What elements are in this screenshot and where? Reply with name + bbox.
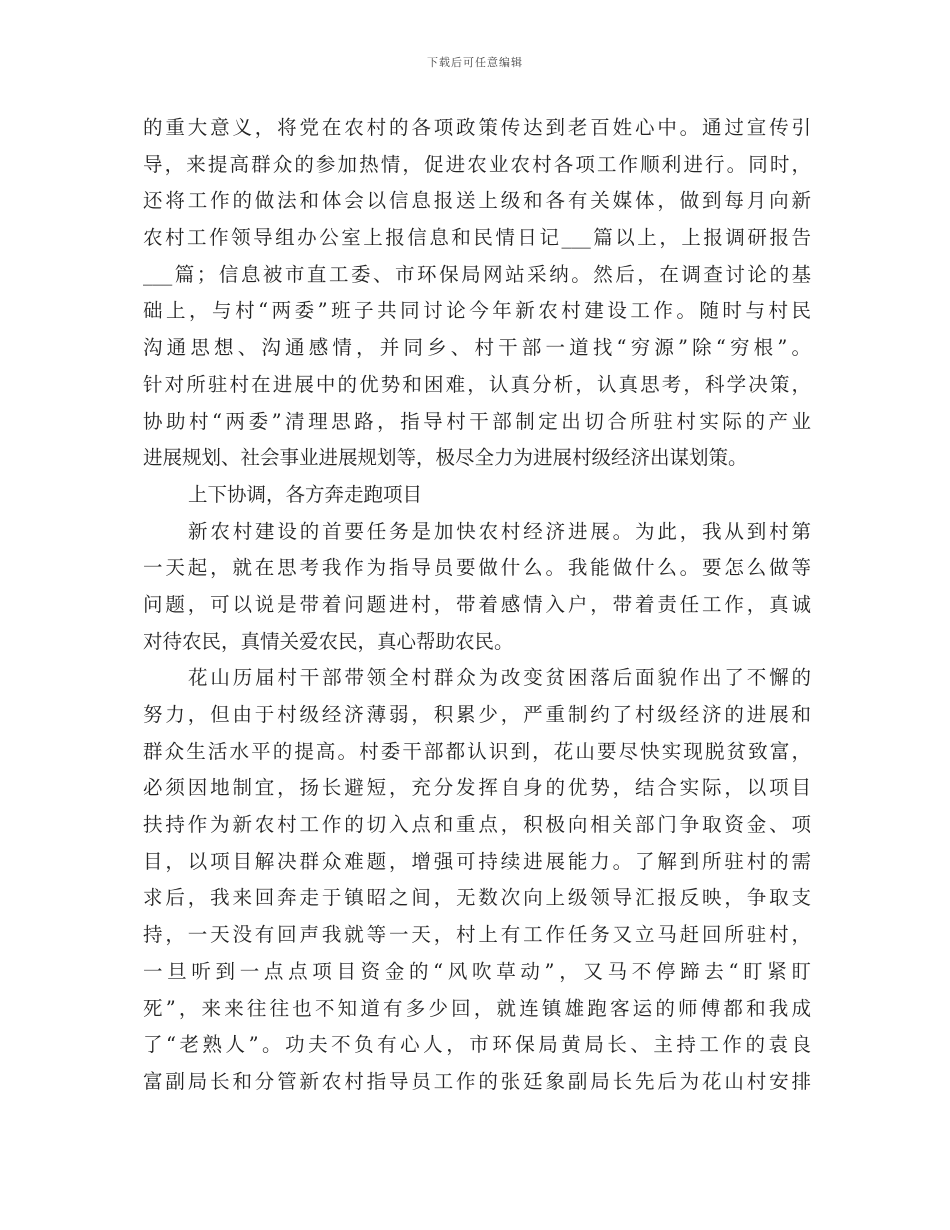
text-line: 问题，可以说是带着问题进村，带着感情入户，带着责任工作，真诚 <box>143 592 811 616</box>
text-line: 进展规划、社会事业进展规划等，极尽全力为进展村级经济出谋划策。 <box>143 446 748 470</box>
text-line: ___篇；信息被市直工委、市环保局网站采纳。然后，在调查讨论的基 <box>143 262 811 286</box>
text-line: 农村工作领导组办公室上报信息和民情日记___篇以上，上报调研报告 <box>143 226 811 250</box>
text-line: 础上，与村“两委”班子共同讨论今年新农村建设工作。随时与村民 <box>143 299 811 323</box>
text-line: 协助村“两委”清理思路，指导村干部制定出切合所驻村实际的产业 <box>143 409 811 433</box>
text-line: 群众生活水平的提高。村委干部都认识到，花山要尽快实现脱贫致富， <box>143 739 811 763</box>
text-line: 持，一天没有回声我就等一天，村上有工作任务又立马赶回所驻村， <box>143 923 811 947</box>
text-line: 扶持作为新农村工作的切入点和重点，积极向相关部门争取资金、项 <box>143 813 811 837</box>
text-line: 一旦听到一点点项目资金的“风吹草动”，又马不停蹄去“盯紧盯 <box>143 959 811 983</box>
document-body <box>143 110 811 1101</box>
text-line: 目，以项目解决群众难题，增强可持续进展能力。了解到所驻村的需 <box>143 849 811 873</box>
text-line: 求后，我来回奔走于镇昭之间，无数次向上级领导汇报反映，争取支 <box>143 886 811 910</box>
text-line: 上下协调，各方奔走跑项目 <box>188 482 423 506</box>
text-line: 了“老熟人”。功夫不负有心人，市环保局黄局长、主持工作的袁良 <box>143 1033 811 1057</box>
text-line: 努力，但由于村级经济薄弱，积累少，严重制约了村级经济的进展和 <box>143 703 811 726</box>
text-line: 针对所驻村在进展中的优势和困难，认真分析，认真思考，科学决策， <box>143 372 811 396</box>
text-line: 新农村建设的首要任务是加快农村经济进展。为此，我从到村第 <box>188 519 811 543</box>
page-header: 下载后可任意编辑 <box>427 56 523 69</box>
text-line: 还将工作的做法和体会以信息报送上级和各有关媒体，做到每月向新 <box>143 189 811 213</box>
text-line: 必须因地制宜，扬长避短，充分发挥自身的优势，结合实际，以项目 <box>143 776 811 800</box>
text-line: 花山历届村干部带领全村群众为改变贫困落后面貌作出了不懈的 <box>188 666 811 690</box>
text-line: 富副局长和分管新农村指导员工作的张廷象副局长先后为花山村安排 <box>143 1069 811 1093</box>
text-line: 导，来提高群众的参加热情，促进农业农村各项工作顺利进行。同时， <box>143 152 811 176</box>
text-line: 一天起，就在思考我作为指导员要做什么。我能做什么。要怎么做等 <box>143 556 811 580</box>
text-line: 的重大意义，将党在农村的各项政策传达到老百姓心中。通过宣传引 <box>143 116 811 139</box>
text-line: 沟通思想、沟通感情，并同乡、村干部一道找“穷源”除“穷根”。 <box>143 336 811 360</box>
text-line: 对待农民，真情关爱农民，真心帮助农民。 <box>143 629 514 653</box>
text-line: 死”，来来往往也不知道有多少回，就连镇雄跑客运的师傅都和我成 <box>143 996 811 1020</box>
